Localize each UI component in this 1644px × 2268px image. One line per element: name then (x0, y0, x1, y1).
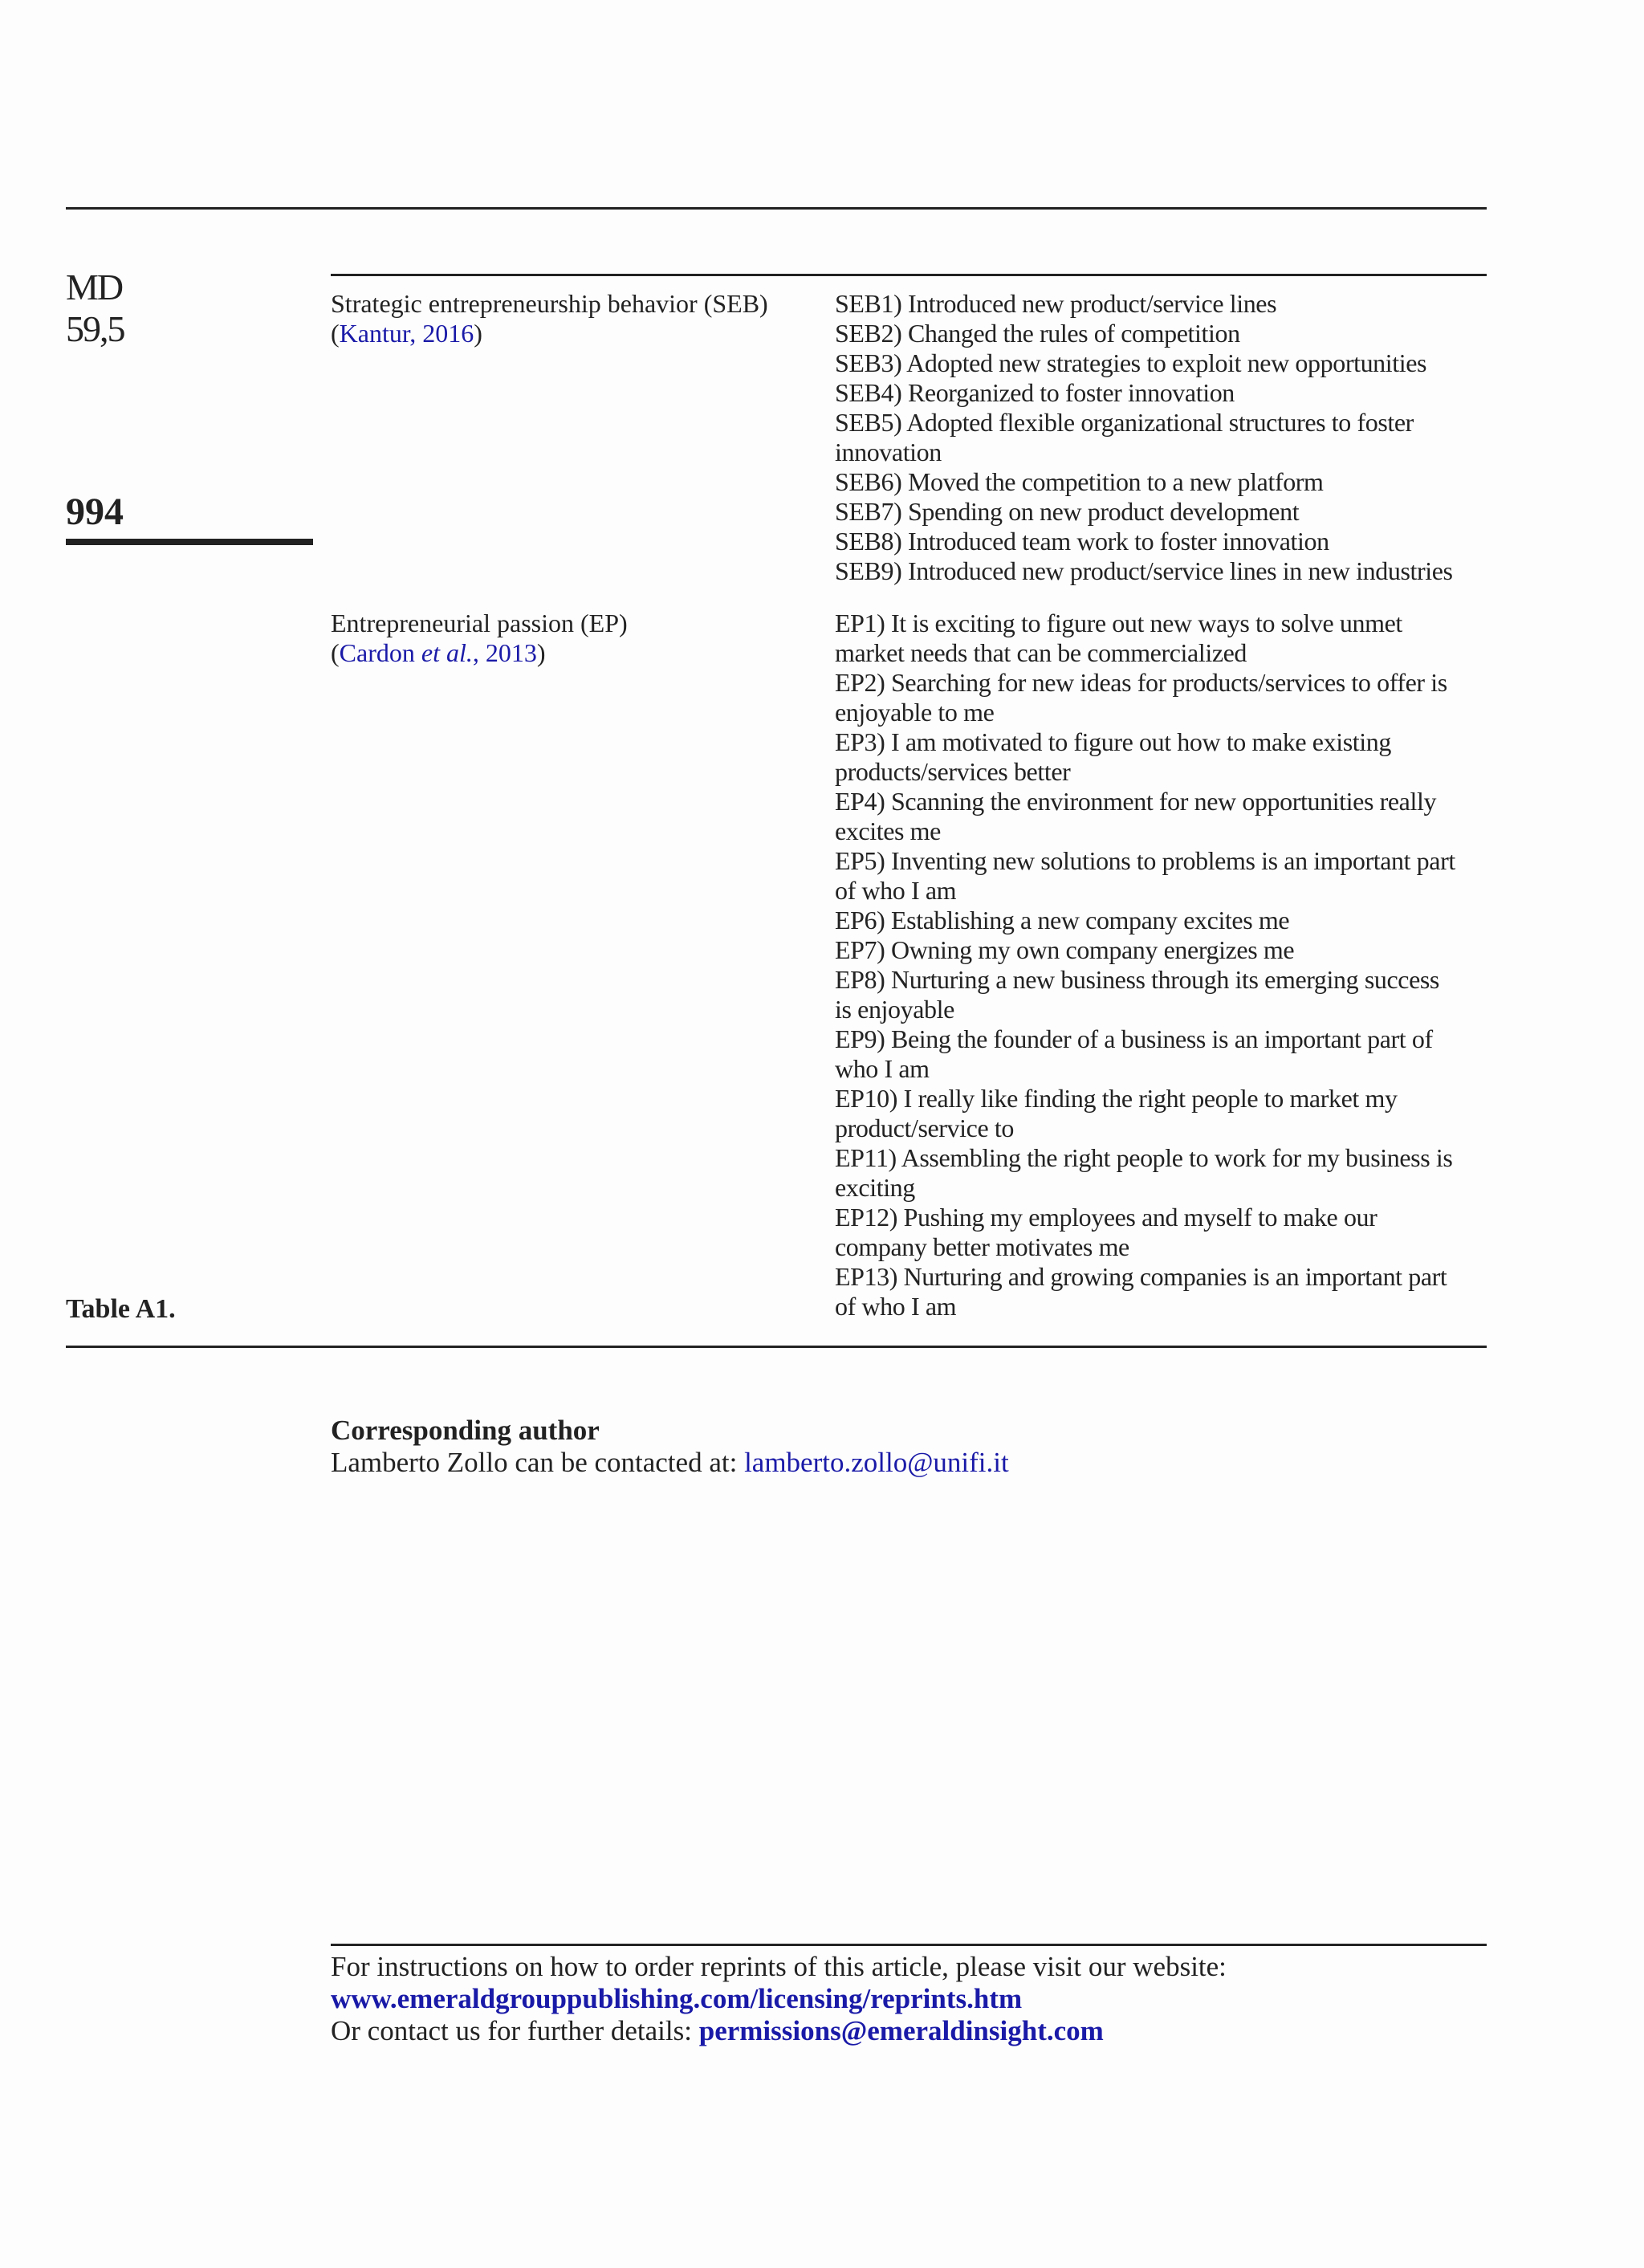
item-line: of who I am (835, 1292, 957, 1321)
item-line: EP13) Nurturing and growing companies is an important part (835, 1262, 1447, 1291)
item-line: SEB2) Changed the rules of competition (835, 319, 1240, 348)
item-line: SEB7) Spending on new product development (835, 497, 1300, 526)
footer-contact: Or contact us for further details: permissions@emeraldinsight.com (331, 2015, 1104, 2046)
item-line: of who I am (835, 876, 957, 905)
item-line: EP3) I am motivated to figure out how to make existing (835, 727, 1391, 756)
item-line: EP7) Owning my own company energizes me (835, 935, 1295, 964)
citation-link-cardon[interactable]: Cardon et al., 2013 (339, 638, 537, 667)
item-line: SEB5) Adopted flexible organizational structures to foster (835, 408, 1414, 437)
journal-label (66, 267, 124, 350)
item-line: SEB6) Moved the competition to a new platform (835, 467, 1324, 496)
journal-volume: 59,5 (66, 308, 124, 349)
item-line: EP8) Nurturing a new business through its emerging success (835, 965, 1439, 994)
items-cell-seb (835, 289, 1487, 586)
construct-cell-ep (331, 609, 812, 668)
item-line: company better motivates me (835, 1232, 1129, 1261)
construct-citation: (Cardon et al., 2013) (331, 638, 546, 667)
journal-name: MD (66, 267, 123, 307)
item-line: products/services better (835, 757, 1071, 786)
item-line: SEB4) Reorganized to foster innovation (835, 378, 1235, 407)
footer-instructions: For instructions on how to order reprints of this article, please visit our website: (331, 1951, 1227, 1982)
item-line: who I am (835, 1054, 930, 1083)
item-line: EP4) Scanning the environment for new opportunities really (835, 787, 1437, 816)
items-cell-ep (835, 609, 1487, 1321)
corresponding-heading: Corresponding author (331, 1415, 600, 1446)
item-line: enjoyable to me (835, 698, 995, 727)
table-top-rule (331, 274, 1487, 276)
construct-name: Entrepreneurial passion (EP) (331, 609, 628, 637)
citation-link-kantur[interactable]: Kantur, 2016 (339, 319, 474, 348)
construct-name: Strategic entrepreneurship behavior (SEB) (331, 289, 768, 318)
item-line: product/service to (835, 1114, 1014, 1142)
item-line: EP1) It is exciting to figure out new ways to solve unmet (835, 609, 1402, 637)
item-line: EP5) Inventing new solutions to problems is an important part (835, 846, 1455, 875)
reprints-url-link[interactable]: www.emeraldgrouppublishing.com/licensing/reprints.htm (331, 1983, 1023, 2014)
header-rule (66, 207, 1487, 210)
permissions-email-link[interactable]: permissions@emeraldinsight.com (698, 2015, 1104, 2046)
corresponding-author (331, 1415, 1009, 1479)
page-number-rule (66, 539, 313, 545)
construct-citation: (Kantur, 2016) (331, 319, 482, 348)
item-line: SEB9) Introduced new product/service lines in new industries (835, 556, 1453, 585)
item-line: EP6) Establishing a new company excites me (835, 906, 1290, 934)
item-line: innovation (835, 438, 942, 466)
item-line: excites me (835, 816, 941, 845)
item-line: EP2) Searching for new ideas for products/services to offer is (835, 668, 1447, 697)
item-line: SEB3) Adopted new strategies to exploit new opportunities (835, 348, 1427, 377)
item-line: exciting (835, 1173, 915, 1202)
item-line: market needs that can be commercialized (835, 638, 1247, 667)
reprints-footer (331, 1951, 1227, 2047)
footer-rule (331, 1944, 1487, 1946)
construct-cell-seb (331, 289, 812, 348)
item-line: SEB8) Introduced team work to foster innovation (835, 527, 1329, 556)
item-line: SEB1) Introduced new product/service lines (835, 289, 1277, 318)
table-label: Table A1. (66, 1294, 176, 1324)
author-email-link[interactable]: lamberto.zollo@unifi.it (744, 1447, 1009, 1478)
page-number: 994 (66, 491, 124, 533)
table-bottom-rule (66, 1346, 1487, 1348)
item-line: EP12) Pushing my employees and myself to make our (835, 1203, 1377, 1232)
corresponding-text: Lamberto Zollo can be contacted at: lamberto.zollo@unifi.it (331, 1447, 1009, 1478)
item-line: EP11) Assembling the right people to work for my business is (835, 1143, 1453, 1172)
item-line: is enjoyable (835, 995, 954, 1024)
item-line: EP9) Being the founder of a business is an important part of (835, 1024, 1433, 1053)
item-line: EP10) I really like finding the right people to market my (835, 1084, 1398, 1113)
